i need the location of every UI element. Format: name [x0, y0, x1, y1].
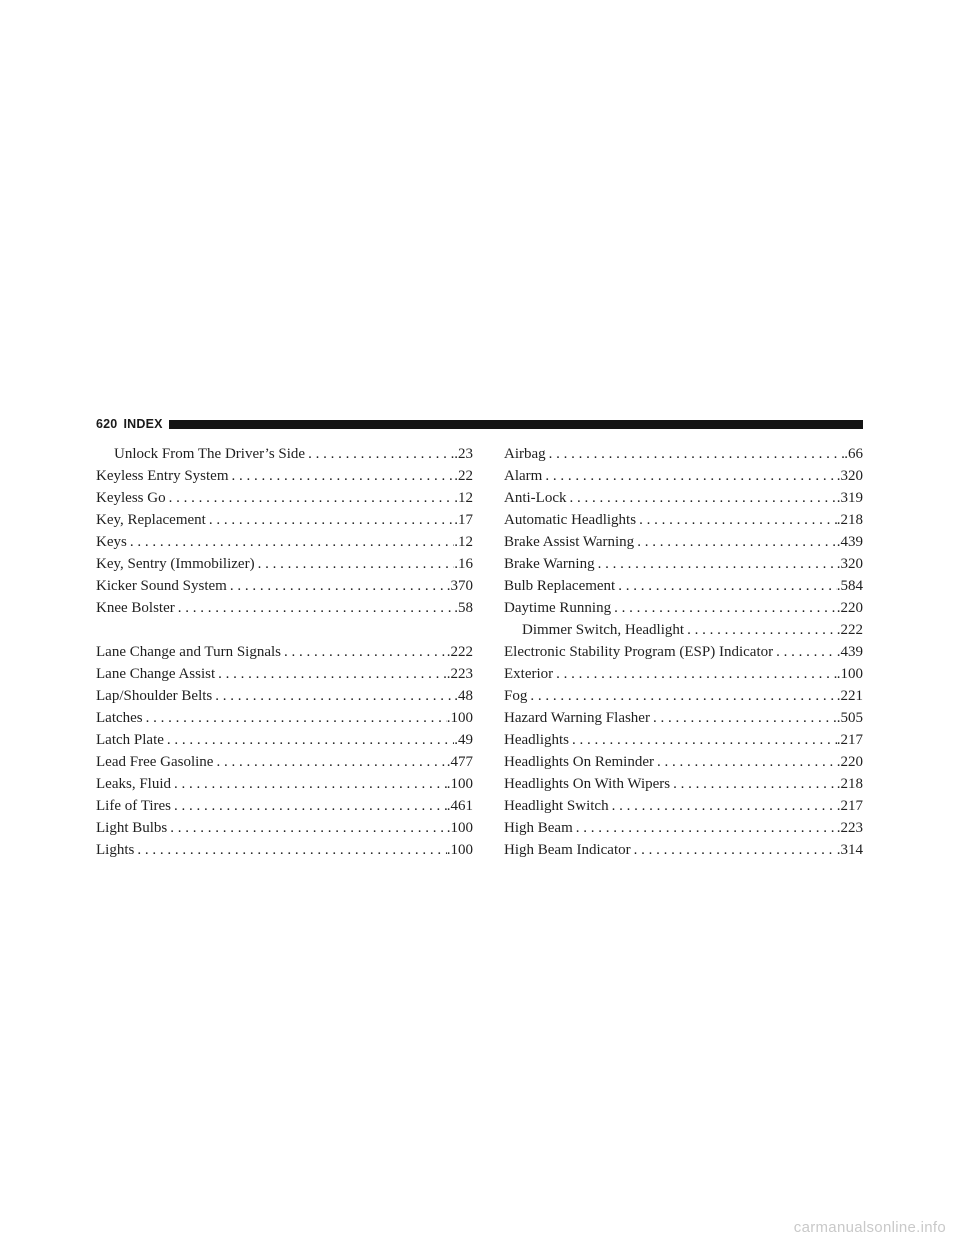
dot-leader: [654, 751, 837, 773]
index-page-ref: .439: [836, 534, 863, 550]
index-term: Daytime Running: [504, 600, 612, 616]
dot-leader: [636, 509, 837, 531]
index-page-ref: .12: [454, 490, 473, 506]
index-term: High Beam: [504, 820, 573, 836]
index-entry: [96, 685, 473, 707]
dot-leader: [569, 729, 837, 751]
index-page-ref: .100: [446, 710, 473, 726]
dot-leader: [553, 663, 837, 685]
dot-leader: [206, 509, 454, 531]
index-column-right: [504, 443, 863, 861]
index-column-left: [96, 443, 473, 861]
dot-leader: [527, 685, 836, 707]
index-page-ref: .22: [454, 468, 473, 484]
index-entry: [504, 597, 863, 619]
dot-leader: [227, 575, 447, 597]
index-entry: [96, 707, 473, 729]
index-page-ref: .220: [836, 600, 863, 616]
index-entry: [96, 553, 473, 575]
index-page-ref: .370: [446, 578, 473, 594]
index-term: Lane Change and Turn Signals: [96, 644, 281, 660]
index-entry: [504, 839, 863, 861]
dot-leader: [650, 707, 837, 729]
index-term: Brake Assist Warning: [504, 534, 635, 550]
dot-leader: [167, 817, 446, 839]
dot-leader: [634, 531, 837, 553]
dot-leader: [615, 575, 837, 597]
index-page-ref: .100: [446, 842, 473, 858]
dot-leader: [229, 465, 455, 487]
index-term: Key, Replacement: [96, 512, 206, 528]
index-page-ref: .16: [454, 556, 473, 572]
index-page-ref: .439: [836, 644, 863, 660]
index-page-ref: .223: [446, 666, 473, 682]
dot-leader: [171, 773, 447, 795]
index-term: Lane Change Assist: [96, 666, 216, 682]
index-term: Electronic Stability Program (ESP) Indicator: [504, 644, 774, 660]
index-entry: [504, 509, 863, 531]
index-page-ref: .217: [836, 732, 863, 748]
dot-leader: [134, 839, 446, 861]
index-term: Keyless Go: [96, 490, 166, 506]
index-page-ref: .222: [446, 644, 473, 660]
dot-leader: [143, 707, 447, 729]
index-term: Headlights: [504, 732, 569, 748]
index-page-ref: .58: [454, 600, 473, 616]
index-entry: [504, 531, 863, 553]
index-entry: [504, 795, 863, 817]
index-term: Dimmer Switch, Headlight: [522, 622, 685, 638]
dot-leader: [164, 729, 454, 751]
dot-leader: [542, 465, 836, 487]
index-page-ref: .218: [836, 776, 863, 792]
dot-leader: [171, 795, 447, 817]
index-entry: [96, 773, 473, 795]
index-entry: [504, 663, 863, 685]
index-term: Exterior: [504, 666, 554, 682]
index-entry: [96, 817, 473, 839]
index-page-ref: .100: [836, 666, 863, 682]
index-term: Brake Warning: [504, 556, 595, 572]
index-term: Lap/Shoulder Belts: [96, 688, 213, 704]
index-term: Hazard Warning Flasher: [504, 710, 650, 726]
dot-leader: [684, 619, 837, 641]
index-page-ref: .220: [836, 754, 863, 770]
index-entry: [504, 641, 863, 663]
dot-leader: [566, 487, 836, 509]
index-term: Automatic Headlights: [504, 512, 637, 528]
index-entry: [504, 817, 863, 839]
index-page-ref: .12: [454, 534, 473, 550]
index-term: Headlight Switch: [504, 798, 609, 814]
dot-leader: [175, 597, 455, 619]
index-page-ref: .222: [836, 622, 863, 638]
index-term: Headlights On Reminder: [504, 754, 654, 770]
index-entry: [96, 531, 473, 553]
index-page-ref: .584: [836, 578, 863, 594]
index-term: Bulb Replacement: [504, 578, 616, 594]
index-page-ref: .100: [446, 776, 473, 792]
index-term: Kicker Sound System: [96, 578, 227, 594]
index-entry: [504, 553, 863, 575]
watermark: carmanualsonline.info: [793, 1219, 946, 1236]
index-term: Unlock From The Driver’s Side: [114, 446, 306, 462]
page-header: [96, 417, 863, 431]
index-entry: [96, 751, 473, 773]
dot-leader: [609, 795, 837, 817]
index-page-ref: .23: [454, 446, 473, 462]
index-term: Latch Plate: [96, 732, 164, 748]
index-entry: [504, 751, 863, 773]
index-page-ref: .49: [454, 732, 473, 748]
index-entry: [96, 795, 473, 817]
index-entry: [96, 575, 473, 597]
dot-leader: [611, 597, 837, 619]
index-term: Keys: [96, 534, 127, 550]
index-entry: [504, 773, 863, 795]
index-page-ref: .218: [836, 512, 863, 528]
index-entry: [96, 465, 473, 487]
index-term: Lead Free Gasoline: [96, 754, 214, 770]
dot-leader: [255, 553, 455, 575]
index-term: Leaks, Fluid: [96, 776, 171, 792]
index-term: Keyless Entry System: [96, 468, 229, 484]
dot-leader: [631, 839, 837, 861]
index-entry: [504, 465, 863, 487]
index-entry: [96, 443, 473, 465]
index-page-ref: .17: [454, 512, 473, 528]
index-entry: [96, 729, 473, 751]
index-term: Alarm: [504, 468, 543, 484]
index-page-ref: .223: [836, 820, 863, 836]
index-entry: [504, 685, 863, 707]
index-term: Headlights On With Wipers: [504, 776, 671, 792]
index-entry: [504, 729, 863, 751]
index-term: Latches: [96, 710, 143, 726]
index-entry: [504, 707, 863, 729]
dot-leader: [595, 553, 837, 575]
index-entry: [504, 619, 863, 641]
index-page-ref: .320: [836, 468, 863, 484]
header-rule: [169, 420, 863, 429]
index-term: Key, Sentry (Immobilizer): [96, 556, 255, 572]
index-page-ref: .221: [836, 688, 863, 704]
index-page-ref: .477: [446, 754, 473, 770]
index-entry: [96, 663, 473, 685]
index-entry: [504, 443, 863, 465]
dot-leader: [127, 531, 454, 553]
index-term: Anti-Lock: [504, 490, 567, 506]
index-page-ref: .100: [446, 820, 473, 836]
index-entry: [96, 487, 473, 509]
index-term: Life of Tires: [96, 798, 171, 814]
index-page-ref: .217: [836, 798, 863, 814]
index-page-ref: .505: [836, 710, 863, 726]
index-entry: [96, 641, 473, 663]
page-number: 620: [96, 417, 118, 431]
dot-leader: [212, 685, 454, 707]
index-page-ref: .319: [836, 490, 863, 506]
index-entry: [504, 487, 863, 509]
index-entry: [96, 597, 473, 619]
dot-leader: [546, 443, 845, 465]
dot-leader: [166, 487, 455, 509]
index-term: Knee Bolster: [96, 600, 175, 616]
dot-leader: [670, 773, 837, 795]
section-title: INDEX: [123, 417, 163, 431]
index-entry: [96, 839, 473, 861]
index-entry: [504, 575, 863, 597]
index-page-ref: .314: [836, 842, 863, 858]
index-term: Lights: [96, 842, 135, 858]
index-term: High Beam Indicator: [504, 842, 631, 858]
index-page-ref: .320: [836, 556, 863, 572]
dot-leader: [281, 641, 447, 663]
index-page-ref: .461: [446, 798, 473, 814]
index-page-ref: .48: [454, 688, 473, 704]
dot-leader: [215, 663, 447, 685]
dot-leader: [213, 751, 446, 773]
index-page-ref: .66: [844, 446, 863, 462]
index-entry: [96, 509, 473, 531]
dot-leader: [773, 641, 837, 663]
index-term: Light Bulbs: [96, 820, 168, 836]
index-term: Fog: [504, 688, 528, 704]
index-term: Airbag: [504, 446, 546, 462]
dot-leader: [573, 817, 837, 839]
dot-leader: [305, 443, 454, 465]
